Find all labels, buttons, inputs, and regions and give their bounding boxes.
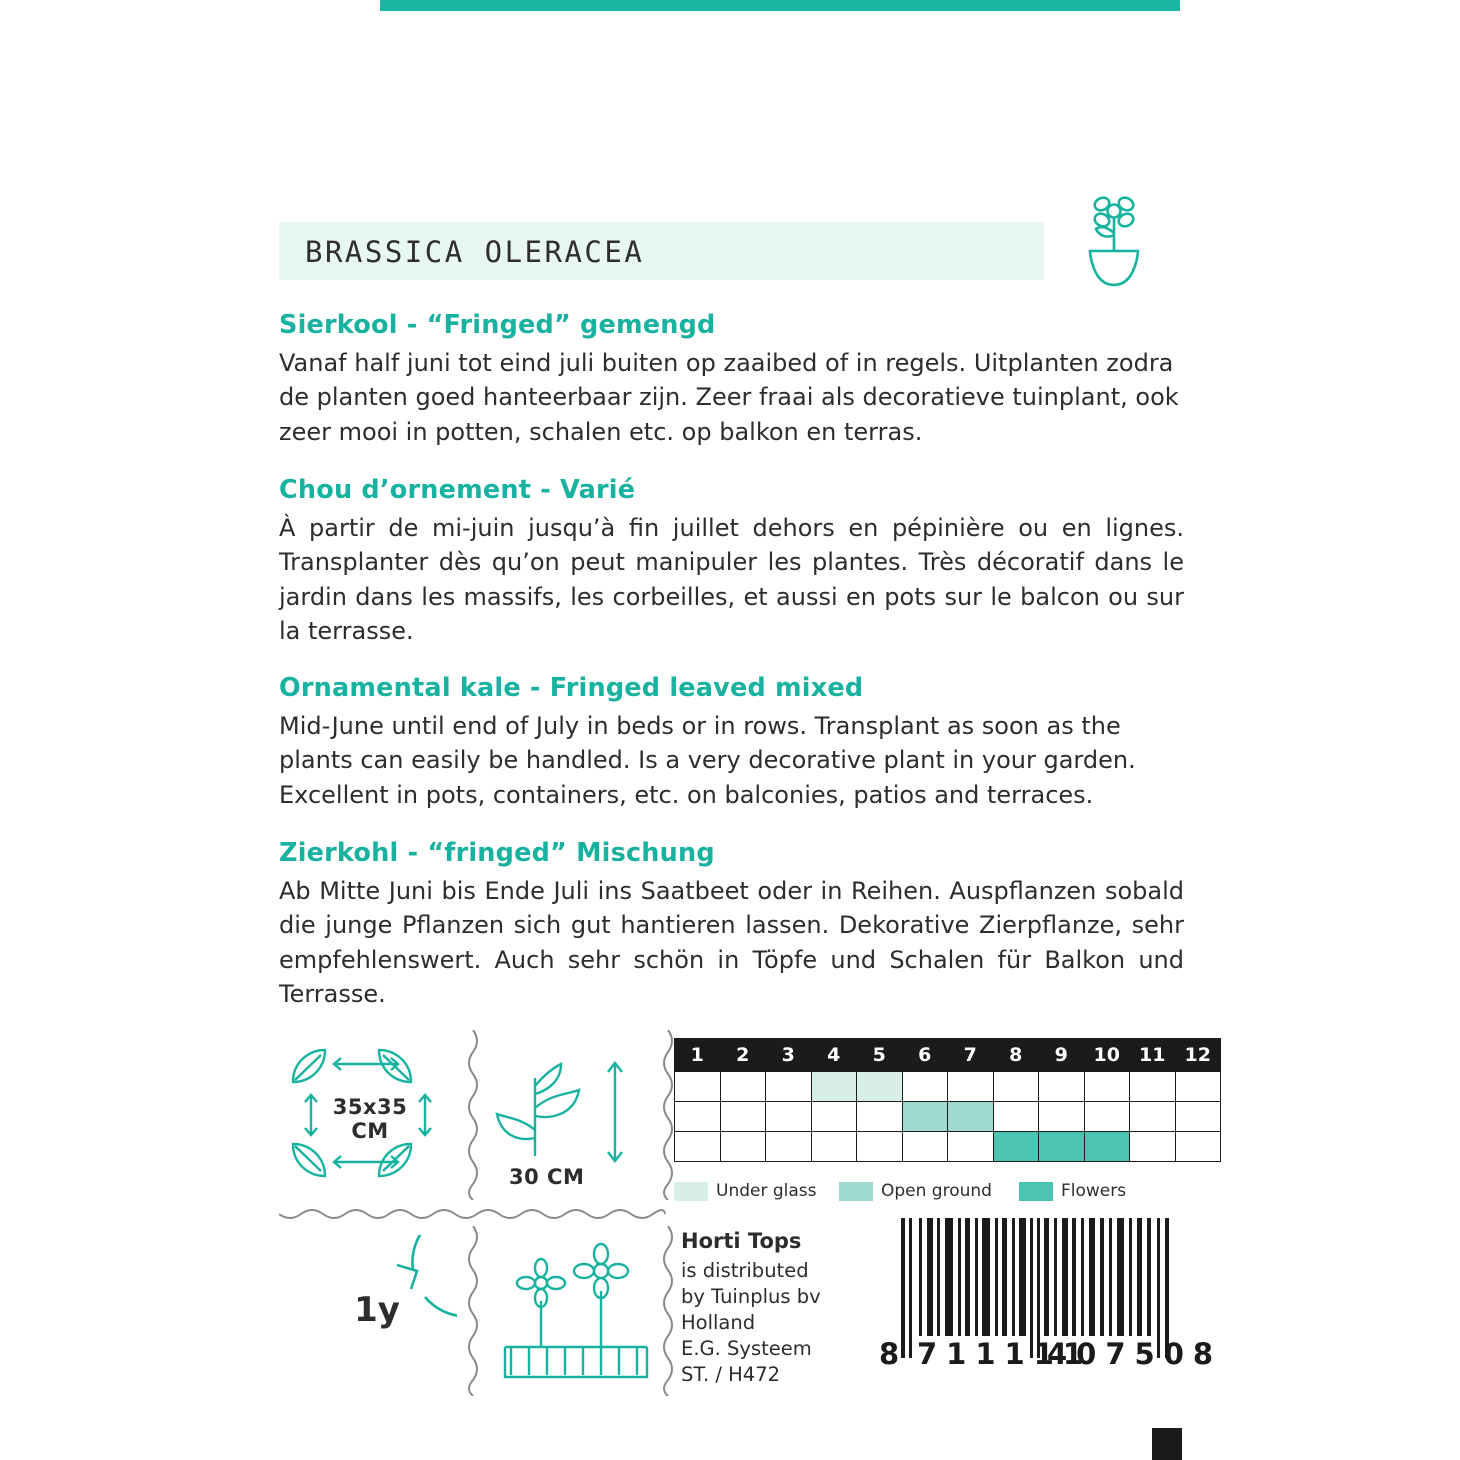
distributor-name: Horti Tops: [681, 1229, 802, 1253]
plant-spacing-pictogram: [279, 1038, 459, 1188]
cal-cell-open-ground: [948, 1102, 994, 1132]
cal-cell: [675, 1102, 721, 1132]
seedbed-pictogram: [491, 1235, 661, 1390]
cal-cell: [993, 1072, 1039, 1102]
month-header: 5: [857, 1039, 903, 1072]
wavy-divider: [279, 1206, 669, 1222]
distributor-line-5: ST. / H472: [681, 1362, 781, 1386]
section-fr: [279, 475, 1184, 648]
cal-cell: [675, 1072, 721, 1102]
potted-flower-icon: [1070, 193, 1160, 293]
cal-cell: [766, 1102, 812, 1132]
cal-cell: [1130, 1072, 1176, 1102]
plant-spacing-label: [323, 1096, 417, 1143]
legend-label-flowers: Flowers: [1061, 1181, 1127, 1201]
legend-item-under-glass: [674, 1181, 817, 1201]
top-accent-bar: [380, 0, 1180, 11]
legend-item-open-ground: [839, 1181, 992, 1201]
table-row: [675, 1132, 1221, 1162]
month-header: 11: [1130, 1039, 1176, 1072]
table-header-row: [675, 1039, 1221, 1072]
cal-cell: [1039, 1072, 1085, 1102]
cal-cell: [811, 1132, 857, 1162]
legend-swatch-open-ground: [839, 1182, 873, 1201]
sowing-calendar: [674, 1038, 1211, 1201]
distributor-line-3: Holland: [681, 1310, 756, 1334]
table-row: [675, 1072, 1221, 1102]
cal-cell: [948, 1132, 994, 1162]
distributor-line-2: by Tuinplus bv: [681, 1284, 821, 1308]
cal-cell: [857, 1102, 903, 1132]
section-nl: [279, 310, 1184, 449]
month-header: 7: [948, 1039, 994, 1072]
cal-cell: [720, 1132, 766, 1162]
barcode-digits: [879, 1337, 1223, 1377]
month-header: 9: [1039, 1039, 1085, 1072]
cal-cell: [1175, 1072, 1221, 1102]
cal-cell: [811, 1102, 857, 1132]
cal-cell-flowers: [1039, 1132, 1085, 1162]
page-title: BRASSICA OLERACEA: [305, 235, 645, 269]
wavy-divider: [660, 1226, 676, 1396]
cal-cell-flowers: [1084, 1132, 1130, 1162]
cal-cell-open-ground: [902, 1102, 948, 1132]
month-header: 1: [675, 1039, 721, 1072]
legend-label-under-glass: Under glass: [716, 1181, 817, 1201]
cal-cell: [902, 1132, 948, 1162]
latin-name-band: [279, 222, 1044, 280]
section-body-nl: Vanaf half juni tot eind juli buiten op zaaibed of in regels. Uitplanten zodra de planten goed hanteerbaar zijn. Zeer fraai als decoratieve tuinplant, ook zeer mooi in potten, schalen etc. op balkon en terras.: [279, 349, 1179, 446]
cal-cell: [1084, 1072, 1130, 1102]
life-cycle-pictogram: [297, 1235, 457, 1385]
cal-cell: [993, 1102, 1039, 1132]
sowing-calendar-table: [674, 1038, 1221, 1162]
cal-cell-under-glass: [811, 1072, 857, 1102]
cal-cell: [857, 1132, 903, 1162]
month-header: 10: [1084, 1039, 1130, 1072]
life-cycle-label: 1y: [354, 1290, 400, 1330]
plant-height-pictogram: [491, 1038, 656, 1188]
cal-cell: [720, 1072, 766, 1102]
cal-cell: [1039, 1102, 1085, 1132]
cal-cell: [1175, 1102, 1221, 1132]
section-en: [279, 673, 1184, 812]
barcode-left-group: 711111: [917, 1337, 1093, 1371]
print-registration-mark: [1152, 1428, 1182, 1460]
cal-cell: [766, 1132, 812, 1162]
barcode-first-digit: 8: [879, 1337, 900, 1371]
section-heading-de: Zierkohl - “fringed” Mischung: [279, 838, 715, 868]
section-heading-fr: Chou d’ornement - Varié: [279, 475, 636, 505]
legend-swatch-under-glass: [674, 1182, 708, 1201]
barcode: [879, 1218, 1223, 1393]
section-de: [279, 838, 1184, 1011]
cal-cell: [1130, 1102, 1176, 1132]
barcode-right-group: 407508: [1047, 1337, 1223, 1371]
cal-cell: [1084, 1102, 1130, 1132]
cal-cell: [1130, 1132, 1176, 1162]
cal-cell-under-glass: [857, 1072, 903, 1102]
cal-cell: [1175, 1132, 1221, 1162]
cal-cell: [720, 1102, 766, 1132]
month-header: 4: [811, 1039, 857, 1072]
cal-cell: [902, 1072, 948, 1102]
section-body-en: Mid-June until end of July in beds or in rows. Transplant as soon as the plants can easily be handled. Is a very decorative plant in your garden. Excellent in pots, containers, etc. on balconies, patios and terraces.: [279, 712, 1136, 809]
wavy-divider: [465, 1226, 481, 1396]
distributor-info: [681, 1228, 821, 1388]
pictogram-zone: [279, 1030, 1223, 1400]
section-heading-en: Ornamental kale - Fringed leaved mixed: [279, 673, 864, 703]
section-body-fr: À partir de mi-juin jusqu’à fin juillet dehors en pépinière ou en lignes. Transplanter dès qu’on peut manipuler les plantes. Très décoratif dans le jardin dans les massifs, les corbeilles, et aussi en pots sur le balcon ou sur la terrasse.: [279, 514, 1184, 645]
cal-cell: [766, 1072, 812, 1102]
legend-item-flowers: [1019, 1181, 1126, 1201]
plant-height-label: 30 CM: [509, 1165, 585, 1189]
month-header: 6: [902, 1039, 948, 1072]
month-header: 8: [993, 1039, 1039, 1072]
distributor-line-1: is distributed: [681, 1258, 809, 1282]
distributor-line-4: E.G. Systeem: [681, 1336, 812, 1360]
legend-swatch-flowers: [1019, 1182, 1053, 1201]
section-heading-nl: Sierkool - “Fringed” gemengd: [279, 310, 716, 340]
month-header: 12: [1175, 1039, 1221, 1072]
month-header: 3: [766, 1039, 812, 1072]
cal-cell-flowers: [993, 1132, 1039, 1162]
section-body-de: Ab Mitte Juni bis Ende Juli ins Saatbeet oder in Reihen. Auspflanzen sobald die junge Pflanzen sich gut hantieren lassen. Dekorative Zierpflanze, sehr empfehlenswert. Auch sehr schön in Töpfe und Schalen für Balkon und Terrasse.: [279, 877, 1184, 1008]
cal-cell: [675, 1132, 721, 1162]
month-header: 2: [720, 1039, 766, 1072]
wavy-divider: [465, 1030, 481, 1200]
table-row: [675, 1102, 1221, 1132]
spacing-value: 35x35: [332, 1095, 408, 1119]
cal-cell: [948, 1072, 994, 1102]
legend-label-open-ground: Open ground: [881, 1181, 992, 1201]
spacing-unit: CM: [351, 1118, 389, 1143]
